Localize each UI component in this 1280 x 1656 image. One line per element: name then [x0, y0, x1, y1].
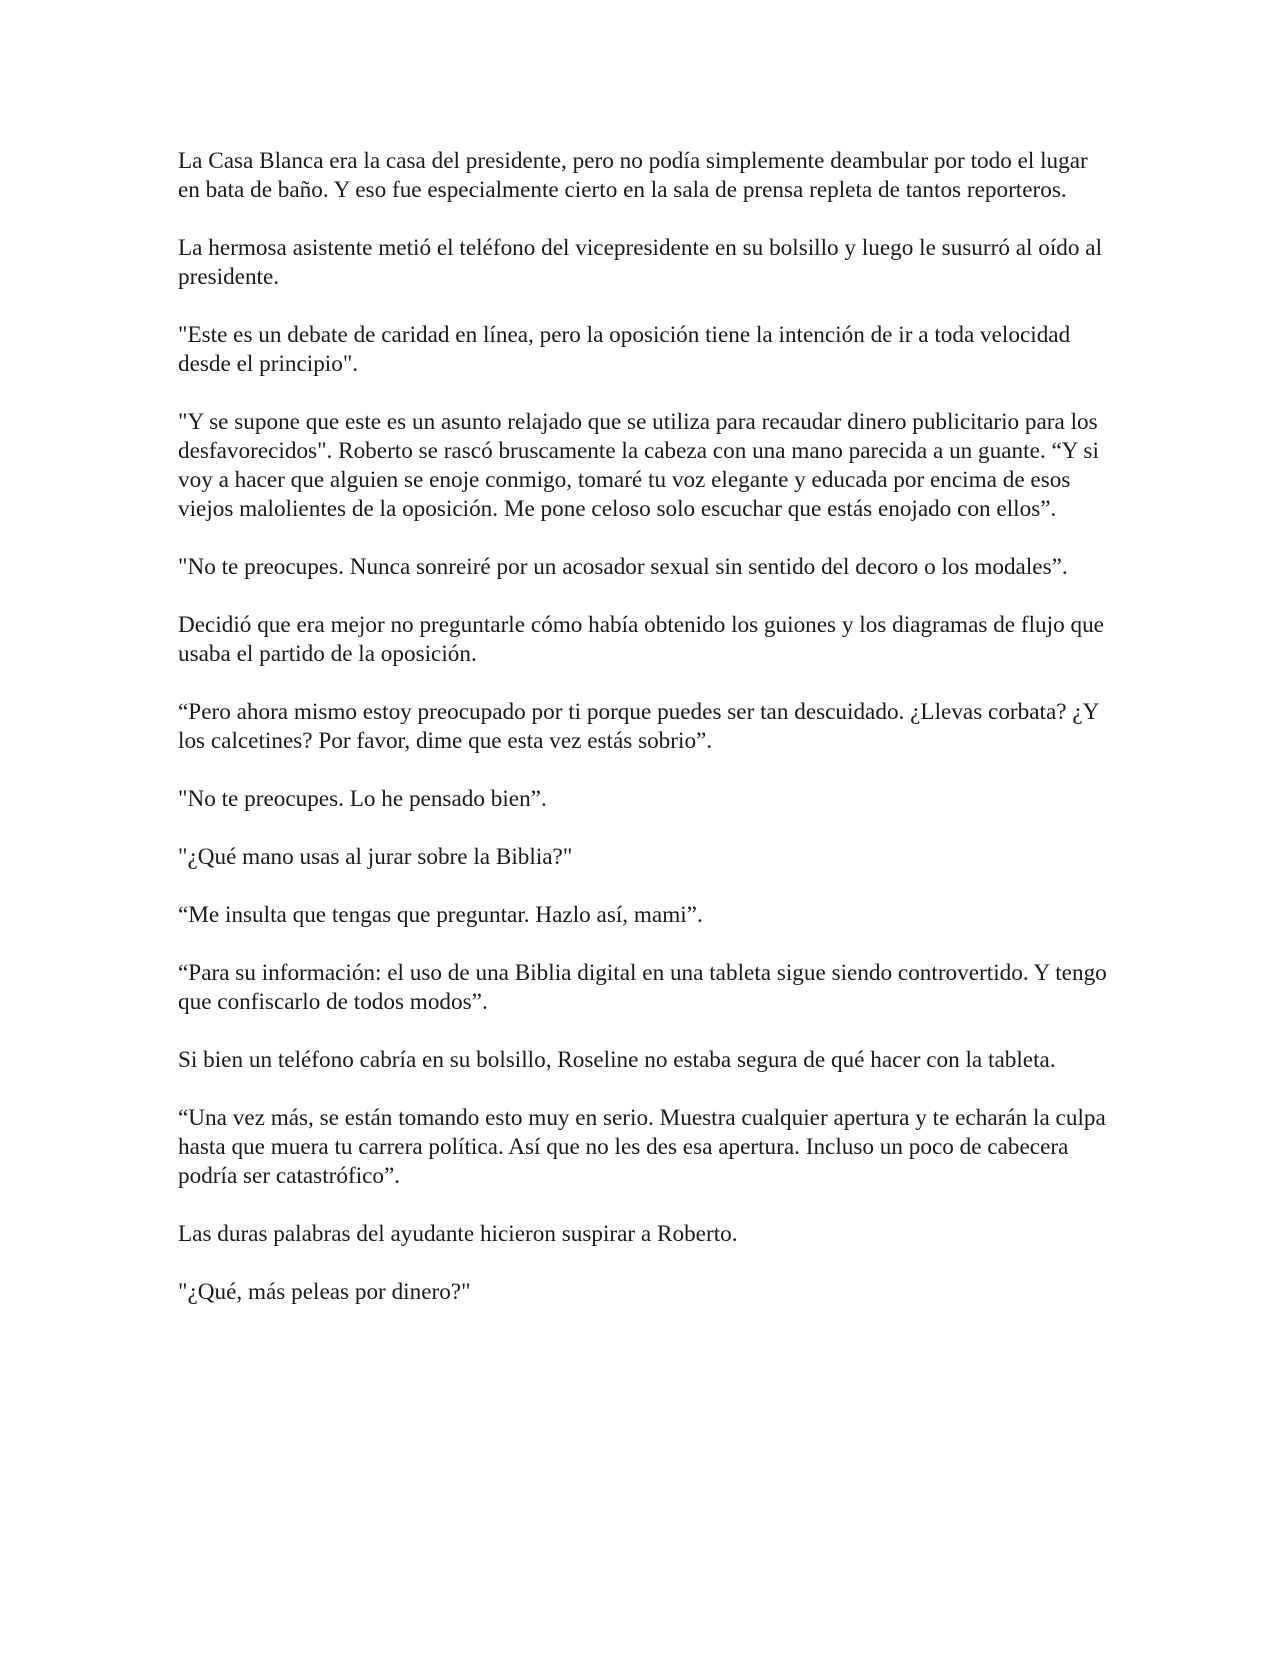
paragraph-4: "Y se supone que este es un asunto relajado que se utiliza para recaudar dinero publicitario para los desfavorecidos". Roberto se rascó bruscamente la cabeza con una mano parecida a un guante. “Y si voy a hacer que alguien se enoje conmigo, tomaré tu voz elegante y educada por encima de esos viejos malolientes de la oposición. Me pone celoso solo escuchar que estás enojado con ellos”. — [178, 409, 1099, 522]
paragraph-12: Si bien un teléfono cabría en su bolsillo, Roseline no estaba segura de qué hacer con la tableta. — [178, 1047, 1056, 1073]
paragraph-2: La hermosa asistente metió el teléfono del vicepresidente en su bolsillo y luego le susurró al oído al presidente. — [178, 235, 1103, 290]
paragraph-9: "¿Qué mano usas al jurar sobre la Biblia?" — [178, 844, 573, 870]
paragraph-6: Decidió que era mejor no preguntarle cómo había obtenido los guiones y los diagramas de flujo que usaba el partido de la oposición. — [178, 612, 1104, 667]
document-body — [178, 147, 1108, 1336]
paragraph-3: "Este es un debate de caridad en línea, pero la oposición tiene la intención de ir a toda velocidad desde el principio". — [178, 322, 1071, 377]
paragraph-5: "No te preocupes. Nunca sonreiré por un acosador sexual sin sentido del decoro o los modales”. — [178, 554, 1068, 580]
paragraph-7: “Pero ahora mismo estoy preocupado por ti porque puedes ser tan descuidado. ¿Llevas corbata? ¿Y los calcetines? Por favor, dime que esta vez estás sobrio”. — [178, 699, 1099, 754]
paragraph-10: “Me insulta que tengas que preguntar. Hazlo así, mami”. — [178, 902, 703, 928]
paragraph-14: Las duras palabras del ayudante hicieron suspirar a Roberto. — [178, 1221, 738, 1247]
paragraph-13: “Una vez más, se están tomando esto muy en serio. Muestra cualquier apertura y te echarán la culpa hasta que muera tu carrera política. Así que no les des esa apertura. Incluso un poco de cabecera podría ser catastrófico”. — [178, 1105, 1106, 1189]
paragraph-8: "No te preocupes. Lo he pensado bien”. — [178, 786, 547, 812]
paragraph-11: “Para su información: el uso de una Biblia digital en una tableta sigue siendo controvertido. Y tengo que confiscarlo de todos modos”. — [178, 960, 1107, 1015]
paragraph-1: La Casa Blanca era la casa del presidente, pero no podía simplemente deambular por todo el lugar en bata de baño. Y eso fue especialmente cierto en la sala de prensa repleta de tantos reporteros. — [178, 148, 1088, 203]
paragraph-15: "¿Qué, más peleas por dinero?" — [178, 1279, 471, 1305]
